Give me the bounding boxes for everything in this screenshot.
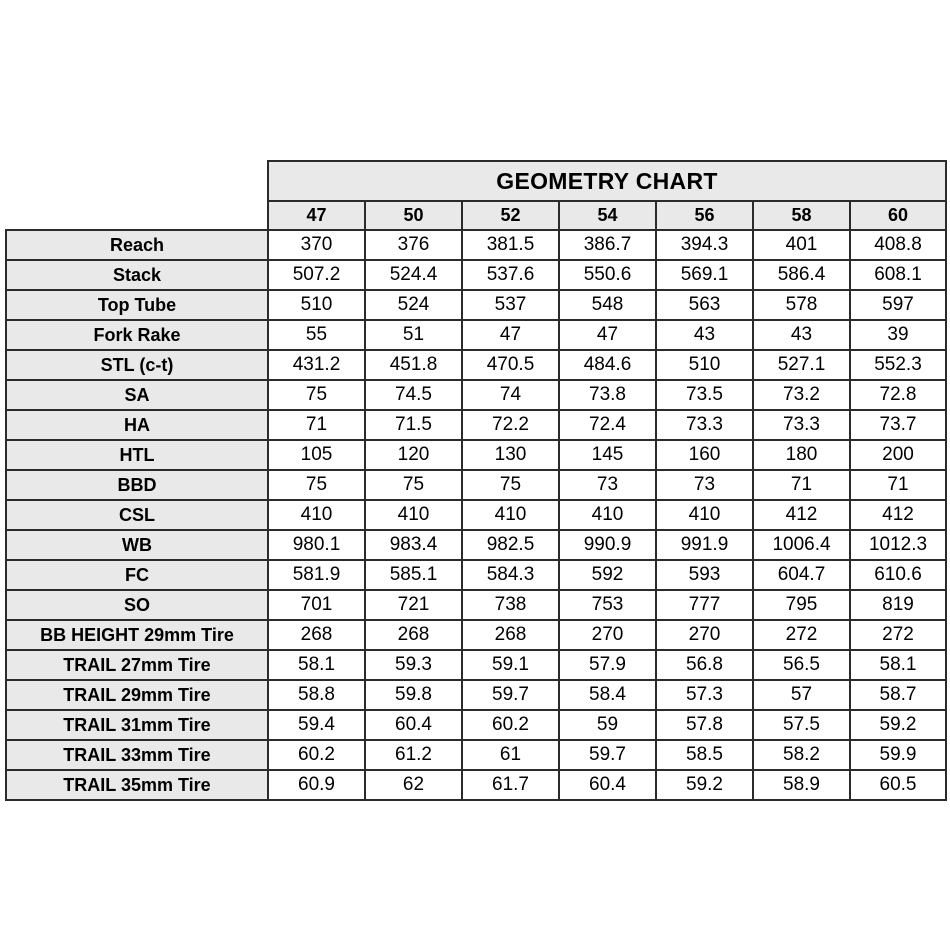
table-cell: 370 [268,230,365,260]
table-cell: 721 [365,590,462,620]
size-header-52: 52 [462,201,559,230]
table-cell: 272 [753,620,850,650]
table-cell: 990.9 [559,530,656,560]
table-cell: 593 [656,560,753,590]
table-cell: 59.1 [462,650,559,680]
table-cell: 610.6 [850,560,946,590]
table-cell: 59.2 [850,710,946,740]
table-row [6,770,946,800]
table-cell: 160 [656,440,753,470]
size-header-47: 47 [268,201,365,230]
table-cell: 59.7 [559,740,656,770]
table-cell: 819 [850,590,946,620]
table-cell: 39 [850,320,946,350]
table-cell: 60.9 [268,770,365,800]
table-cell: 57.9 [559,650,656,680]
table-cell: 983.4 [365,530,462,560]
row-label: HTL [6,440,268,470]
table-cell: 510 [656,350,753,380]
table-cell: 61 [462,740,559,770]
row-label: STL (c-t) [6,350,268,380]
table-cell: 270 [559,620,656,650]
table-cell: 58.1 [268,650,365,680]
title-row [6,161,946,201]
row-label: SA [6,380,268,410]
table-cell: 57.8 [656,710,753,740]
table-cell: 75 [462,470,559,500]
table-cell: 584.3 [462,560,559,590]
table-cell: 268 [365,620,462,650]
table-cell: 61.7 [462,770,559,800]
row-label: Stack [6,260,268,290]
table-cell: 548 [559,290,656,320]
table-cell: 738 [462,590,559,620]
table-cell: 57.5 [753,710,850,740]
table-cell: 60.2 [462,710,559,740]
table-cell: 381.5 [462,230,559,260]
table-cell: 62 [365,770,462,800]
table-cell: 578 [753,290,850,320]
chart-title: GEOMETRY CHART [268,161,946,201]
row-label: SO [6,590,268,620]
table-cell: 980.1 [268,530,365,560]
row-label: TRAIL 31mm Tire [6,710,268,740]
table-row [6,500,946,530]
table-cell: 58.9 [753,770,850,800]
table-cell: 451.8 [365,350,462,380]
table-cell: 73.3 [656,410,753,440]
table-cell: 74 [462,380,559,410]
table-cell: 58.8 [268,680,365,710]
table-cell: 410 [365,500,462,530]
table-cell: 58.4 [559,680,656,710]
table-cell: 1012.3 [850,530,946,560]
table-cell: 105 [268,440,365,470]
table-cell: 180 [753,440,850,470]
table-cell: 55 [268,320,365,350]
table-row [6,680,946,710]
table-cell: 59.3 [365,650,462,680]
size-header-54: 54 [559,201,656,230]
table-cell: 386.7 [559,230,656,260]
table-cell: 145 [559,440,656,470]
table-cell: 608.1 [850,260,946,290]
table-row [6,650,946,680]
table-cell: 376 [365,230,462,260]
table-row [6,380,946,410]
table-cell: 59.9 [850,740,946,770]
table-row [6,350,946,380]
table-cell: 410 [268,500,365,530]
table-cell: 585.1 [365,560,462,590]
table-cell: 200 [850,440,946,470]
table-cell: 71.5 [365,410,462,440]
table-cell: 524 [365,290,462,320]
table-cell: 586.4 [753,260,850,290]
row-label: Top Tube [6,290,268,320]
table-cell: 410 [656,500,753,530]
table-cell: 61.2 [365,740,462,770]
size-header-56: 56 [656,201,753,230]
table-cell: 431.2 [268,350,365,380]
row-label: TRAIL 35mm Tire [6,770,268,800]
table-row [6,230,946,260]
table-cell: 777 [656,590,753,620]
table-row [6,530,946,560]
table-cell: 60.4 [559,770,656,800]
size-header-58: 58 [753,201,850,230]
table-cell: 73.8 [559,380,656,410]
table-cell: 72.4 [559,410,656,440]
table-cell: 412 [753,500,850,530]
row-label: Fork Rake [6,320,268,350]
row-label: BBD [6,470,268,500]
table-cell: 58.1 [850,650,946,680]
table-cell: 484.6 [559,350,656,380]
row-label: TRAIL 33mm Tire [6,740,268,770]
table-cell: 57 [753,680,850,710]
table-cell: 59.7 [462,680,559,710]
table-cell: 569.1 [656,260,753,290]
table-cell: 60.2 [268,740,365,770]
table-cell: 47 [559,320,656,350]
table-cell: 982.5 [462,530,559,560]
table-cell: 701 [268,590,365,620]
table-cell: 73 [559,470,656,500]
table-cell: 410 [462,500,559,530]
table-cell: 272 [850,620,946,650]
table-cell: 58.7 [850,680,946,710]
table-cell: 795 [753,590,850,620]
size-header-50: 50 [365,201,462,230]
table-cell: 510 [268,290,365,320]
geometry-chart-table [5,160,947,801]
table-cell: 51 [365,320,462,350]
table-cell: 58.5 [656,740,753,770]
table-cell: 412 [850,500,946,530]
table-row [6,470,946,500]
table-cell: 130 [462,440,559,470]
table-cell: 563 [656,290,753,320]
table-row [6,560,946,590]
table-cell: 75 [268,470,365,500]
table-cell: 73.5 [656,380,753,410]
table-row [6,320,946,350]
table-cell: 507.2 [268,260,365,290]
table-cell: 552.3 [850,350,946,380]
row-label: FC [6,560,268,590]
table-cell: 57.3 [656,680,753,710]
row-label: TRAIL 29mm Tire [6,680,268,710]
table-cell: 410 [559,500,656,530]
table-cell: 74.5 [365,380,462,410]
table-cell: 73.3 [753,410,850,440]
table-cell: 120 [365,440,462,470]
table-cell: 71 [268,410,365,440]
table-cell: 597 [850,290,946,320]
table-cell: 470.5 [462,350,559,380]
table-cell: 394.3 [656,230,753,260]
table-cell: 527.1 [753,350,850,380]
table-row [6,290,946,320]
table-row [6,710,946,740]
table-cell: 73.2 [753,380,850,410]
table-cell: 270 [656,620,753,650]
table-cell: 59.4 [268,710,365,740]
table-cell: 60.5 [850,770,946,800]
corner-blank [6,161,268,201]
table-cell: 604.7 [753,560,850,590]
table-cell: 581.9 [268,560,365,590]
table-cell: 71 [753,470,850,500]
row-label: WB [6,530,268,560]
table-cell: 43 [753,320,850,350]
row-label: BB HEIGHT 29mm Tire [6,620,268,650]
table-cell: 75 [365,470,462,500]
table-cell: 268 [268,620,365,650]
table-cell: 47 [462,320,559,350]
size-header-60: 60 [850,201,946,230]
table-row [6,410,946,440]
corner-blank-2 [6,201,268,230]
table-cell: 592 [559,560,656,590]
table-cell: 58.2 [753,740,850,770]
table-cell: 73 [656,470,753,500]
table-cell: 537 [462,290,559,320]
table-cell: 75 [268,380,365,410]
table-row [6,740,946,770]
table-cell: 73.7 [850,410,946,440]
table-cell: 1006.4 [753,530,850,560]
table-cell: 72.8 [850,380,946,410]
table-cell: 753 [559,590,656,620]
row-label: Reach [6,230,268,260]
table-cell: 550.6 [559,260,656,290]
table-cell: 408.8 [850,230,946,260]
table-cell: 59.2 [656,770,753,800]
table-row [6,260,946,290]
row-label: TRAIL 27mm Tire [6,650,268,680]
table-cell: 59.8 [365,680,462,710]
table-cell: 537.6 [462,260,559,290]
table-cell: 43 [656,320,753,350]
table-row [6,590,946,620]
row-label: HA [6,410,268,440]
table-cell: 60.4 [365,710,462,740]
table-cell: 59 [559,710,656,740]
table-row [6,620,946,650]
table-cell: 268 [462,620,559,650]
table-cell: 72.2 [462,410,559,440]
size-header-row [6,201,946,230]
table-cell: 71 [850,470,946,500]
table-cell: 401 [753,230,850,260]
row-label: CSL [6,500,268,530]
table-cell: 991.9 [656,530,753,560]
table-cell: 56.8 [656,650,753,680]
table-row [6,440,946,470]
table-cell: 524.4 [365,260,462,290]
table-body [6,230,946,800]
table-cell: 56.5 [753,650,850,680]
